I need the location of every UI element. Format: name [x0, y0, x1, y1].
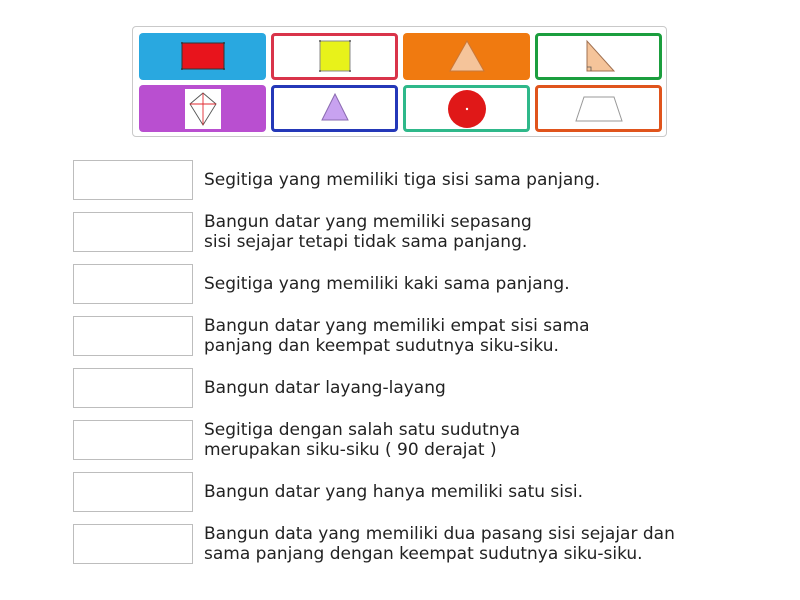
square-icon [310, 37, 360, 77]
trapezoid-icon [564, 89, 634, 129]
match-row [73, 420, 713, 460]
tile-circle[interactable] [403, 85, 530, 132]
match-row [73, 212, 713, 252]
match-description: Bangun datar yang memiliki empat sisi sama panjang dan keempat sudutnya siku-siku. [204, 316, 590, 356]
match-description: Bangun datar layang-layang [204, 378, 446, 398]
match-row [73, 472, 713, 512]
circle-icon [442, 89, 492, 129]
right-triangle-icon [574, 37, 624, 77]
tile-kite[interactable] [139, 85, 266, 132]
answer-drop-zone[interactable] [73, 472, 193, 512]
match-description: Segitiga yang memiliki tiga sisi sama panjang. [204, 170, 601, 190]
answer-drop-zone[interactable] [73, 316, 193, 356]
tile-right-triangle[interactable] [535, 33, 662, 80]
tile-equilateral-triangle[interactable] [271, 85, 398, 132]
answer-drop-zone[interactable] [73, 212, 193, 252]
match-row [73, 316, 713, 356]
answer-drop-zone[interactable] [73, 368, 193, 408]
isosceles-triangle-icon [442, 37, 492, 77]
answer-drop-zone[interactable] [73, 524, 193, 564]
equilateral-triangle-icon [310, 89, 360, 129]
match-description: Bangun datar yang hanya memiliki satu sisi. [204, 482, 583, 502]
match-row [73, 368, 713, 408]
match-row [73, 524, 713, 564]
tile-rectangle[interactable] [139, 33, 266, 80]
kite-card [185, 89, 221, 129]
answer-drop-zone[interactable] [73, 264, 193, 304]
kite-icon [186, 90, 220, 128]
rectangle-icon [173, 37, 233, 77]
match-description: Bangun datar yang memiliki sepasang sisi sejajar tetapi tidak sama panjang. [204, 212, 532, 252]
tile-square[interactable] [271, 33, 398, 80]
answer-drop-zone[interactable] [73, 160, 193, 200]
match-description: Segitiga dengan salah satu sudutnya merupakan siku-siku ( 90 derajat ) [204, 420, 521, 460]
answer-drop-zone[interactable] [73, 420, 193, 460]
match-row [73, 160, 713, 200]
match-description: Bangun data yang memiliki dua pasang sisi sejajar dan sama panjang dengan keempat sudutnya siku-siku. [204, 524, 675, 564]
tile-trapezoid[interactable] [535, 85, 662, 132]
match-row [73, 264, 713, 304]
match-description: Segitiga yang memiliki kaki sama panjang. [204, 274, 570, 294]
tile-isosceles-triangle[interactable] [403, 33, 530, 80]
shape-tiles-tray [132, 26, 667, 137]
